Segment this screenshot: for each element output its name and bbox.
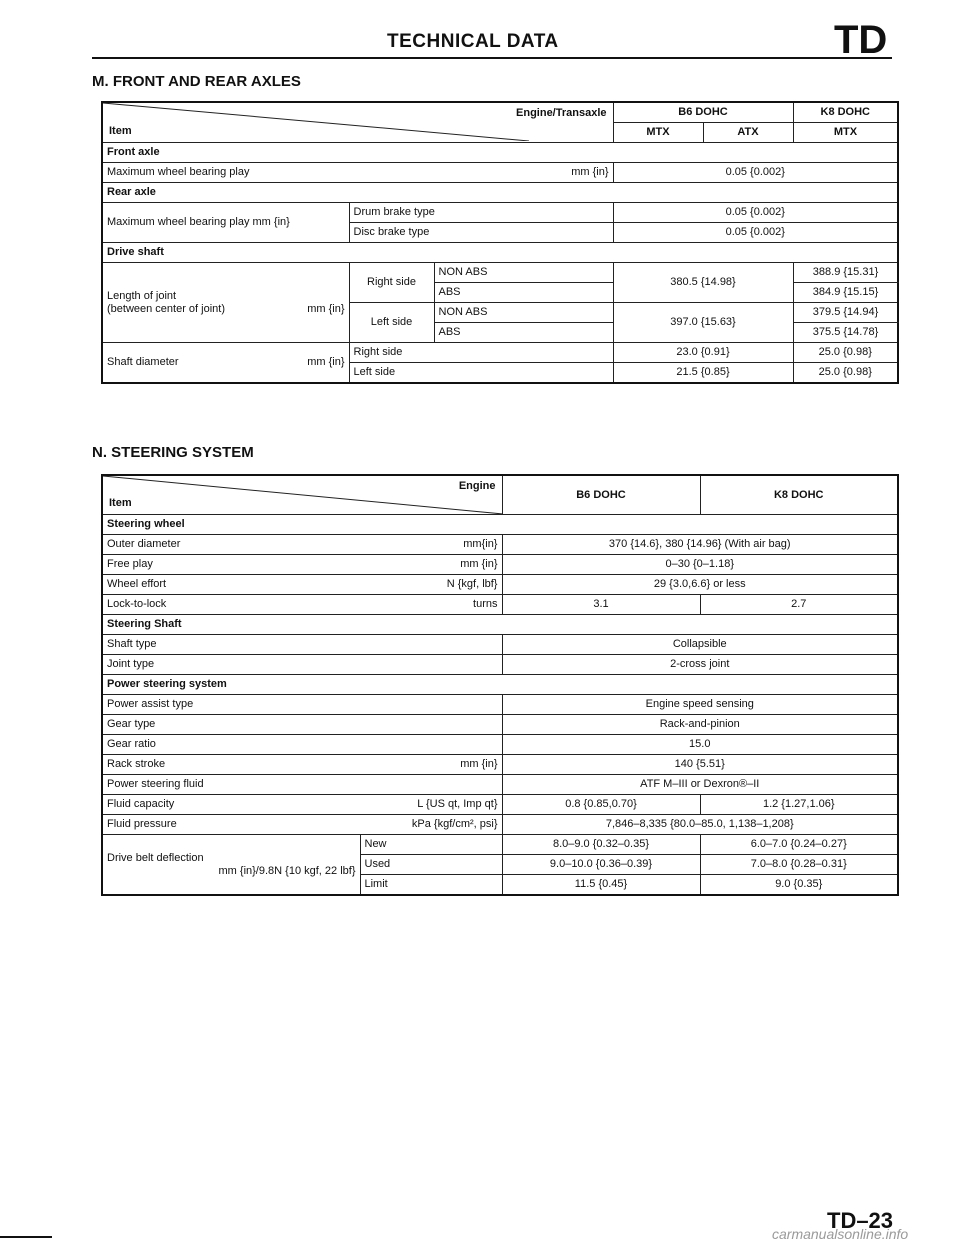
- belt-limit-label: Limit: [360, 875, 502, 896]
- belt-deflection-label: Drive belt deflection mm {in}/9.8N {10 kgf, 22 lbf}: [102, 835, 360, 896]
- rack-stroke-value: 140 {5.51}: [502, 755, 898, 775]
- engine-k8: K8 DOHC: [793, 102, 898, 123]
- steering-corner-header: [102, 475, 502, 515]
- rear-play-label: Maximum wheel bearing play mm {in}: [102, 203, 349, 243]
- diam-right-k8: 25.0 {0.98}: [793, 343, 898, 363]
- right-k8-nonabs-length: 388.9 {15.31}: [793, 263, 898, 283]
- fluid-pressure-label: Fluid pressure kPa {kgf/cm², psi}: [102, 815, 502, 835]
- steering-section-title: N. STEERING SYSTEM: [92, 444, 254, 461]
- assist-type-label: Power assist type: [102, 695, 502, 715]
- front-play-label: Maximum wheel bearing play mm {in}: [102, 163, 613, 183]
- free-play-label: Free play mm {in}: [102, 555, 502, 575]
- steering-shaft-group: Steering Shaft: [102, 615, 898, 635]
- lock-to-lock-b6: 3.1: [502, 595, 700, 615]
- header-rule: [92, 57, 892, 59]
- left-k8-abs-length: 375.5 {14.78}: [793, 323, 898, 343]
- disc-brake-value: 0.05 {0.002}: [613, 223, 898, 243]
- lock-to-lock-k8: 2.7: [700, 595, 898, 615]
- joint-length-label: Length of joint (between center of joint) mm {in}: [102, 263, 349, 343]
- gear-type-label: Gear type: [102, 715, 502, 735]
- wheel-effort-value: 29 {3.0,6.6} or less: [502, 575, 898, 595]
- right-abs-label: ABS: [434, 283, 613, 303]
- page-number: TD–23: [827, 1208, 894, 1233]
- b6-atx: ATX: [703, 123, 793, 143]
- right-b6-length: 380.5 {14.98}: [613, 263, 793, 303]
- fluid-capacity-k8: 1.2 {1.27,1.06}: [700, 795, 898, 815]
- fluid-pressure-value: 7,846–8,335 {80.0–85.0, 1,138–1,208}: [502, 815, 898, 835]
- drum-brake-value: 0.05 {0.002}: [613, 203, 898, 223]
- left-b6-length: 397.0 {15.63}: [613, 303, 793, 343]
- outer-diameter-label: Outer diameter mm{in}: [102, 535, 502, 555]
- corner-engine: Engine: [458, 480, 496, 492]
- left-nonabs-label: NON ABS: [434, 303, 613, 323]
- fluid-value: ATF M–III or Dexron®–II: [502, 775, 898, 795]
- fluid-capacity-b6: 0.8 {0.85,0.70}: [502, 795, 700, 815]
- axles-corner-header: [102, 102, 613, 143]
- front-axle-group: Front axle: [102, 143, 898, 163]
- corner-engine-transaxle: Engine/Transaxle: [516, 107, 607, 119]
- lock-to-lock-label: Lock-to-lock turns: [102, 595, 502, 615]
- belt-limit-k8: 9.0 {0.35}: [700, 875, 898, 896]
- steering-wheel-group: Steering wheel: [102, 515, 898, 535]
- diam-left-k8: 25.0 {0.98}: [793, 363, 898, 384]
- right-side-label: Right side: [349, 263, 434, 303]
- fluid-label: Power steering fluid: [102, 775, 502, 795]
- b6-mtx: MTX: [613, 123, 703, 143]
- watermark: carmanualsonline.info: [772, 1226, 909, 1242]
- left-side-label: Left side: [349, 303, 434, 343]
- disc-brake-label: Disc brake type: [349, 223, 613, 243]
- diam-right-b6: 23.0 {0.91}: [613, 343, 793, 363]
- corner-item: Item: [109, 497, 132, 509]
- engine-b6: B6 DOHC: [502, 475, 700, 515]
- section-code: TD: [834, 18, 888, 62]
- engine-b6: B6 DOHC: [613, 102, 793, 123]
- shaft-diameter-label: Shaft diameter mm {in}: [102, 343, 349, 384]
- belt-used-label: Used: [360, 855, 502, 875]
- shaft-type-label: Shaft type: [102, 635, 502, 655]
- fluid-capacity-label: Fluid capacity L {US qt, Imp qt}: [102, 795, 502, 815]
- belt-new-b6: 8.0–9.0 {0.32–0.35}: [502, 835, 700, 855]
- drive-shaft-group: Drive shaft: [102, 243, 898, 263]
- gear-ratio-label: Gear ratio: [102, 735, 502, 755]
- axles-section-title: M. FRONT AND REAR AXLES: [92, 73, 301, 90]
- belt-new-label: New: [360, 835, 502, 855]
- drum-brake-label: Drum brake type: [349, 203, 613, 223]
- left-k8-nonabs-length: 379.5 {14.94}: [793, 303, 898, 323]
- shaft-type-value: Collapsible: [502, 635, 898, 655]
- free-play-value: 0–30 {0–1.18}: [502, 555, 898, 575]
- right-k8-abs-length: 384.9 {15.15}: [793, 283, 898, 303]
- assist-type-value: Engine speed sensing: [502, 695, 898, 715]
- rear-axle-group: Rear axle: [102, 183, 898, 203]
- gear-type-value: Rack-and-pinion: [502, 715, 898, 735]
- gear-ratio-value: 15.0: [502, 735, 898, 755]
- right-nonabs-label: NON ABS: [434, 263, 613, 283]
- belt-used-k8: 7.0–8.0 {0.28–0.31}: [700, 855, 898, 875]
- rack-stroke-label: Rack stroke mm {in}: [102, 755, 502, 775]
- power-steering-group: Power steering system: [102, 675, 898, 695]
- diam-left-label: Left side: [349, 363, 613, 384]
- front-play-value: 0.05 {0.002}: [613, 163, 898, 183]
- belt-limit-b6: 11.5 {0.45}: [502, 875, 700, 896]
- diam-right-label: Right side: [349, 343, 613, 363]
- belt-used-b6: 9.0–10.0 {0.36–0.39}: [502, 855, 700, 875]
- footer-rule: [0, 1236, 52, 1238]
- axles-table: [101, 101, 899, 384]
- belt-new-k8: 6.0–7.0 {0.24–0.27}: [700, 835, 898, 855]
- corner-item: Item: [109, 125, 132, 137]
- steering-table: [101, 474, 899, 896]
- page-title: TECHNICAL DATA: [387, 31, 559, 52]
- diam-left-b6: 21.5 {0.85}: [613, 363, 793, 384]
- outer-diameter-value: 370 {14.6}, 380 {14.96} (With air bag): [502, 535, 898, 555]
- k8-mtx: MTX: [793, 123, 898, 143]
- engine-k8: K8 DOHC: [700, 475, 898, 515]
- wheel-effort-label: Wheel effort N {kgf, lbf}: [102, 575, 502, 595]
- left-abs-label: ABS: [434, 323, 613, 343]
- joint-type-value: 2-cross joint: [502, 655, 898, 675]
- joint-type-label: Joint type: [102, 655, 502, 675]
